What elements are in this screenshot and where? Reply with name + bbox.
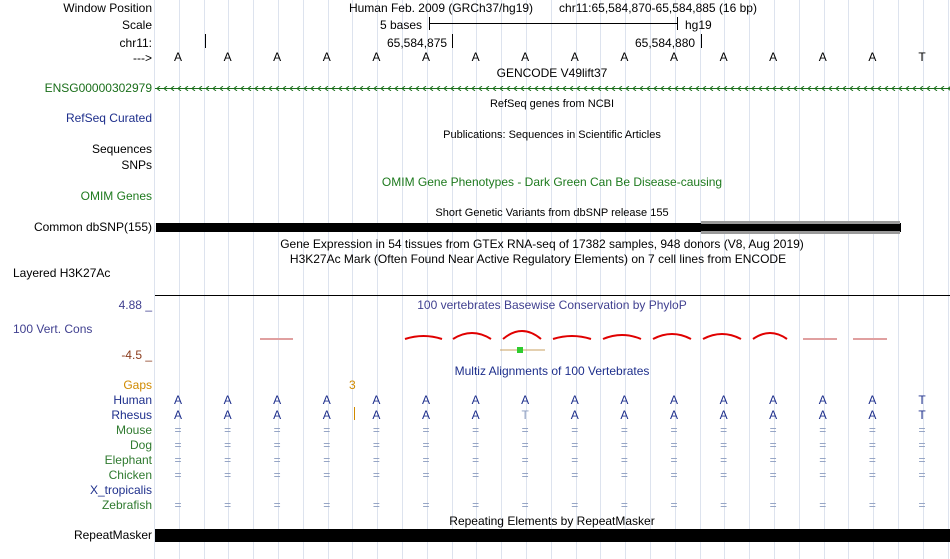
strand-label[interactable]: ---> <box>133 51 152 65</box>
base-letter: A <box>868 50 877 64</box>
alignment-base: = <box>472 438 480 452</box>
snps-track-label[interactable]: SNPs <box>121 158 152 172</box>
repeatmasker-track-label[interactable]: RepeatMasker <box>73 528 152 542</box>
scale-bar-label: 5 bases <box>380 18 423 32</box>
alignment-base: = <box>472 468 480 482</box>
phylop-highlight <box>517 347 523 353</box>
alignment-base: = <box>769 438 777 452</box>
alignment-base: = <box>521 453 529 467</box>
grid-line <box>799 0 800 559</box>
phylop-peak <box>503 331 541 339</box>
alignment-base: = <box>422 438 430 452</box>
alignment-base: A <box>669 393 678 407</box>
alignment-base: = <box>769 453 777 467</box>
alignment-base: = <box>224 423 232 437</box>
ruler-tick <box>452 34 453 48</box>
alignment-base: = <box>720 438 728 452</box>
alignment-base: = <box>372 498 380 512</box>
grid-line <box>154 0 155 559</box>
base-letter: A <box>818 50 827 64</box>
species-label-human[interactable]: Human <box>113 393 152 407</box>
grid-line <box>650 0 651 559</box>
refseq-track-title: RefSeq genes from NCBI <box>489 98 615 110</box>
alignment-base: = <box>323 453 331 467</box>
alignment-base: A <box>570 393 579 407</box>
alignment-base: A <box>372 393 381 407</box>
base-letter: A <box>620 50 629 64</box>
alignment-base: A <box>322 393 331 407</box>
alignment-base: A <box>669 408 678 422</box>
publications-track-title: Publications: Sequences in Scientific Articles <box>443 129 661 141</box>
alignment-base: = <box>720 453 728 467</box>
phylop-wiggle[interactable] <box>155 326 950 356</box>
base-letter: A <box>521 50 530 64</box>
alignment-base: = <box>323 438 331 452</box>
refseq-track-label[interactable]: RefSeq Curated <box>65 111 152 125</box>
alignment-base: A <box>868 408 877 422</box>
strand-arrows <box>155 86 950 91</box>
alignment-base: = <box>571 423 579 437</box>
phylop-peak <box>753 333 787 339</box>
alignment-base: A <box>471 408 480 422</box>
phylop-peak <box>405 336 442 339</box>
gap-marker <box>354 407 355 420</box>
grid-line <box>898 0 899 559</box>
species-label-chicken[interactable]: Chicken <box>108 468 152 482</box>
alignment-base: = <box>174 423 182 437</box>
species-label-dog[interactable]: Dog <box>129 438 152 452</box>
base-letter: A <box>372 50 381 64</box>
alignment-base: = <box>273 498 281 512</box>
multiz-track-title: Multiz Alignments of 100 Vertebrates <box>454 364 650 378</box>
omim-track-title: OMIM Gene Phenotypes - Dark Green Can Be Disease-causing <box>381 175 723 189</box>
scale-label[interactable]: Scale <box>121 18 152 32</box>
grid-line <box>452 0 453 559</box>
grid-line <box>501 0 502 559</box>
scale-bar <box>429 23 677 24</box>
phylop-max-label: 4.88 _ <box>118 298 152 312</box>
alignment-base: = <box>620 453 628 467</box>
alignment-base: = <box>372 453 380 467</box>
alignment-base: T <box>918 408 926 422</box>
alignment-base: = <box>521 468 529 482</box>
alignment-base: = <box>819 468 827 482</box>
dbsnp-feature-core[interactable] <box>701 224 900 231</box>
h3k27ac-track-label[interactable]: Layered H3K27Ac <box>13 266 111 280</box>
h3k27ac-track-title: H3K27Ac Mark (Often Found Near Active Regulatory Elements) on 7 cell lines from ENCODE <box>289 252 787 266</box>
alignment-base: T <box>521 408 529 422</box>
repeatmasker-track-title: Repeating Elements by RepeatMasker <box>449 514 655 528</box>
alignment-base: A <box>719 393 728 407</box>
alignment-base: = <box>819 498 827 512</box>
db-label: hg19 <box>685 18 712 32</box>
base-letter: A <box>719 50 728 64</box>
alignment-base: = <box>224 453 232 467</box>
alignment-base: = <box>273 468 281 482</box>
alignment-base: = <box>571 468 579 482</box>
alignment-base: A <box>223 408 232 422</box>
browser-image-area[interactable] <box>155 0 950 559</box>
alignment-base: = <box>720 423 728 437</box>
omim-track-label[interactable]: OMIM Genes <box>80 189 152 203</box>
alignment-base: = <box>868 423 876 437</box>
grid-line <box>551 0 552 559</box>
gap-count: 3 <box>349 378 356 392</box>
alignment-base: = <box>571 453 579 467</box>
alignment-base: = <box>273 423 281 437</box>
alignment-base: A <box>868 393 877 407</box>
alignment-base: = <box>174 498 182 512</box>
base-letter: A <box>322 50 331 64</box>
base-letter: A <box>223 50 232 64</box>
base-letter: A <box>173 50 182 64</box>
base-letter: T <box>918 50 926 64</box>
alignment-base: = <box>422 468 430 482</box>
gtex-track-title: Gene Expression in 54 tissues from GTEx RNA-seq of 17382 samples, 948 donors (V8, Aug 2019) <box>280 237 804 251</box>
phylop-peak <box>653 334 691 339</box>
alignment-base: A <box>769 408 778 422</box>
alignment-base: = <box>372 468 380 482</box>
gencode-track-label[interactable]: ENSG00000302979 <box>44 81 152 95</box>
alignment-base: = <box>273 438 281 452</box>
alignment-base: A <box>421 393 430 407</box>
alignment-base: A <box>620 408 629 422</box>
alignment-base: = <box>769 498 777 512</box>
alignment-base: = <box>670 468 678 482</box>
alignment-base: = <box>224 468 232 482</box>
grid-line <box>848 0 849 559</box>
alignment-base: A <box>173 408 182 422</box>
base-letter: A <box>769 50 778 64</box>
alignment-base: T <box>918 393 926 407</box>
alignment-base: = <box>670 498 678 512</box>
phylop-min-label: -4.5 _ <box>121 348 152 362</box>
alignment-base: A <box>273 408 282 422</box>
alignment-base: A <box>372 408 381 422</box>
grid-line <box>204 0 205 559</box>
phylop-peak <box>553 336 591 339</box>
grid-line <box>600 0 601 559</box>
alignment-base: = <box>372 423 380 437</box>
dbsnp-track-label[interactable]: Common dbSNP(155) <box>33 220 152 234</box>
base-letter: A <box>273 50 282 64</box>
alignment-base: A <box>521 393 530 407</box>
alignment-base: A <box>719 408 728 422</box>
repeatmasker-feature-bar[interactable] <box>155 529 950 542</box>
alignment-base: = <box>571 438 579 452</box>
alignment-base: = <box>174 438 182 452</box>
gencode-gene-feature[interactable] <box>155 86 950 91</box>
phylop-peak <box>603 335 641 339</box>
alignment-base: = <box>422 498 430 512</box>
alignment-base: = <box>521 438 529 452</box>
alignment-base: = <box>670 423 678 437</box>
alignment-base: = <box>819 423 827 437</box>
alignment-base: = <box>224 438 232 452</box>
alignment-base: = <box>323 423 331 437</box>
alignment-base: = <box>521 423 529 437</box>
ruler-tick-label-2: 65,584,880 <box>635 36 696 50</box>
grid-line <box>700 0 701 559</box>
track-labels-column <box>0 0 154 559</box>
phylop-track-label[interactable]: 100 Vert. Cons <box>13 322 93 336</box>
alignment-base: A <box>223 393 232 407</box>
alignment-base: = <box>472 453 480 467</box>
grid-line <box>749 0 750 559</box>
gencode-track-title: GENCODE V49lift37 <box>496 66 608 80</box>
alignment-base: = <box>868 438 876 452</box>
alignment-base: = <box>918 468 926 482</box>
alignment-base: = <box>720 498 728 512</box>
ruler-tick <box>205 34 206 48</box>
alignment-base: = <box>620 498 628 512</box>
alignment-base: = <box>521 498 529 512</box>
base-letter: A <box>669 50 678 64</box>
alignment-base: = <box>323 468 331 482</box>
alignment-base: = <box>472 423 480 437</box>
alignment-base: = <box>868 468 876 482</box>
h3k27ac-baseline <box>155 295 950 296</box>
species-label-x_tropicalis[interactable]: X_tropicalis <box>89 483 152 497</box>
grid-line <box>402 0 403 559</box>
alignment-base: = <box>372 438 380 452</box>
species-label-elephant[interactable]: Elephant <box>104 453 152 467</box>
chr-label[interactable]: chr11: <box>119 36 152 50</box>
gaps-label: Gaps <box>123 378 152 392</box>
alignment-base: = <box>472 498 480 512</box>
alignment-base: = <box>670 453 678 467</box>
alignment-base: A <box>818 408 827 422</box>
alignment-base: = <box>273 453 281 467</box>
alignment-base: = <box>174 453 182 467</box>
alignment-base: = <box>918 423 926 437</box>
ruler-tick <box>701 34 702 48</box>
assembly-title: Human Feb. 2009 (GRCh37/hg19) <box>348 1 534 15</box>
alignment-base: = <box>571 498 579 512</box>
alignment-base: = <box>323 498 331 512</box>
alignment-base: = <box>769 423 777 437</box>
alignment-base: A <box>273 393 282 407</box>
species-label-rhesus[interactable]: Rhesus <box>111 408 152 422</box>
alignment-base: = <box>868 453 876 467</box>
grid-line <box>352 0 353 559</box>
alignment-base: = <box>670 438 678 452</box>
dbsnp-track-title: Short Genetic Variants from dbSNP release 155 <box>435 207 669 219</box>
base-letter: A <box>421 50 430 64</box>
alignment-base: A <box>322 408 331 422</box>
phylop-peak <box>703 334 741 339</box>
alignment-base: = <box>422 423 430 437</box>
alignment-base: = <box>620 423 628 437</box>
alignment-base: = <box>918 453 926 467</box>
alignment-base: = <box>918 498 926 512</box>
alignment-base: = <box>620 468 628 482</box>
alignment-base: = <box>868 498 876 512</box>
position-title: chr11:65,584,870-65,584,885 (16 bp) <box>559 1 757 15</box>
base-letter: A <box>471 50 480 64</box>
alignment-base: = <box>918 438 926 452</box>
grid-line <box>303 0 304 559</box>
sequences-track-label[interactable]: Sequences <box>91 142 152 156</box>
alignment-base: A <box>421 408 430 422</box>
alignment-base: = <box>819 453 827 467</box>
scale-bar-right-tick <box>677 17 678 30</box>
phylop-peak <box>453 333 491 339</box>
alignment-base: A <box>570 408 579 422</box>
species-label-mouse[interactable]: Mouse <box>115 423 152 437</box>
base-letter: A <box>570 50 579 64</box>
alignment-base: A <box>471 393 480 407</box>
window-position-label[interactable]: Window Position <box>63 1 152 15</box>
alignment-base: A <box>173 393 182 407</box>
alignment-base: = <box>620 438 628 452</box>
alignment-base: = <box>422 453 430 467</box>
alignment-base: A <box>769 393 778 407</box>
alignment-base: = <box>174 468 182 482</box>
alignment-base: A <box>818 393 827 407</box>
alignment-base: A <box>620 393 629 407</box>
species-label-zebrafish[interactable]: Zebrafish <box>101 498 152 512</box>
phylop-track-title: 100 vertebrates Basewise Conservation by PhyloP <box>417 298 687 312</box>
alignment-base: = <box>720 468 728 482</box>
alignment-base: = <box>819 438 827 452</box>
alignment-base: = <box>224 498 232 512</box>
ruler-tick-label-1: 65,584,875 <box>387 36 448 50</box>
alignment-base: = <box>769 468 777 482</box>
grid-line <box>253 0 254 559</box>
grid-line <box>948 0 949 559</box>
